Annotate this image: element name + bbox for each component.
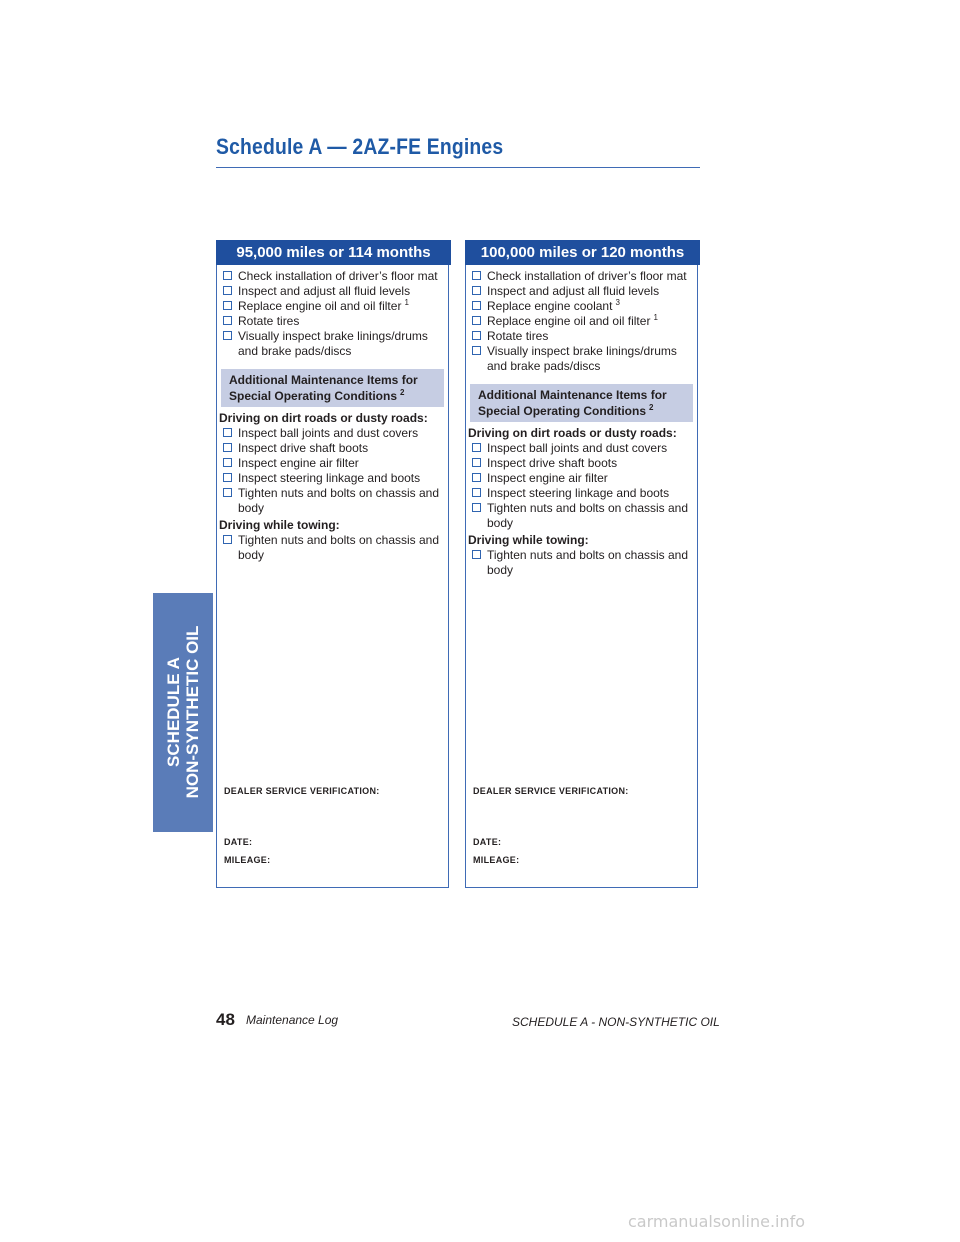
- special-heading-line-2: [229, 388, 436, 404]
- condition-checklist: [466, 441, 697, 531]
- checkbox[interactable]: [472, 286, 481, 295]
- condition-title: Driving on dirt roads or dusty roads:: [219, 411, 428, 425]
- footnote-marker: 2: [649, 403, 654, 412]
- checkbox[interactable]: [472, 488, 481, 497]
- checklist-item: [221, 486, 448, 516]
- checklist: [217, 269, 448, 359]
- checklist-item: [221, 441, 448, 456]
- item-text: Replace engine coolant: [487, 299, 613, 313]
- checkbox[interactable]: [472, 550, 481, 559]
- watermark: carmanualsonline.info: [628, 1212, 806, 1231]
- checkbox[interactable]: [223, 473, 232, 482]
- condition-title: Driving while towing:: [219, 518, 340, 532]
- checkbox[interactable]: [223, 316, 232, 325]
- side-tab-line-2: NON-SYNTHETIC OIL: [183, 625, 202, 799]
- checklist-item: [221, 314, 448, 329]
- panel-header: 100,000 miles or 120 months: [465, 240, 700, 265]
- checklist-item: [470, 284, 697, 299]
- item-text: Inspect drive shaft boots: [238, 441, 369, 455]
- checklist-item: [470, 501, 697, 531]
- checkbox[interactable]: [223, 443, 232, 452]
- item-text: Rotate tires: [487, 329, 549, 343]
- checklist-item: [470, 471, 697, 486]
- footnote-marker: 1: [653, 313, 658, 322]
- dealer-service-verification-label: DEALER SERVICE VERIFICATION:: [473, 786, 629, 796]
- checklist-item: [470, 441, 697, 456]
- item-text: Inspect engine air filter: [487, 471, 608, 485]
- checkbox[interactable]: [472, 443, 481, 452]
- checklist-item: [470, 269, 697, 284]
- panel-header: 95,000 miles or 114 months: [216, 240, 451, 265]
- item-text: Tighten nuts and bolts on chassis and body: [487, 548, 689, 577]
- checklist-item: [221, 329, 448, 359]
- item-text: Visually inspect brake linings/drums and brake pads/discs: [487, 344, 677, 373]
- checklist-item: [221, 299, 448, 314]
- checkbox[interactable]: [223, 428, 232, 437]
- item-text: Inspect ball joints and dust covers: [487, 441, 668, 455]
- special-heading-text: Special Operating Conditions: [478, 404, 647, 418]
- checkbox[interactable]: [472, 346, 481, 355]
- checklist-item: [470, 344, 697, 374]
- checklist-item: [221, 426, 448, 441]
- footnote-marker: 2: [400, 388, 405, 397]
- page-number: 48: [216, 1010, 235, 1029]
- checklist-item: [470, 548, 697, 578]
- checklist-item: [470, 314, 697, 329]
- item-text: Replace engine oil and oil filter: [487, 314, 651, 328]
- checkbox[interactable]: [472, 331, 481, 340]
- item-text: Inspect ball joints and dust covers: [238, 426, 419, 440]
- footnote-marker: 1: [404, 298, 409, 307]
- panel-body: [217, 269, 448, 563]
- page-title: Schedule A — 2AZ-FE Engines: [216, 134, 504, 159]
- item-text: Check installation of driver’s floor mat: [487, 269, 687, 283]
- condition-title: Driving while towing:: [468, 533, 589, 547]
- title-divider: [216, 167, 700, 168]
- checklist-item: [221, 533, 448, 563]
- checkbox[interactable]: [472, 503, 481, 512]
- checkbox[interactable]: [472, 458, 481, 467]
- checklist-item: [470, 486, 697, 501]
- footer-section-label: Maintenance Log: [246, 1013, 339, 1027]
- date-label: DATE:: [473, 837, 502, 847]
- mileage-label: MILEAGE:: [224, 855, 271, 865]
- checkbox[interactable]: [223, 458, 232, 467]
- checkbox[interactable]: [223, 488, 232, 497]
- panel-body: [466, 269, 697, 578]
- special-heading-line-2: [478, 403, 685, 419]
- item-text: Inspect drive shaft boots: [487, 456, 618, 470]
- checklist: [466, 269, 697, 374]
- item-text: Inspect steering linkage and boots: [487, 486, 670, 500]
- side-tab-label: [164, 626, 202, 799]
- item-text: Inspect and adjust all fluid levels: [238, 284, 411, 298]
- date-label: DATE:: [224, 837, 253, 847]
- checklist-item: [470, 456, 697, 471]
- checkbox[interactable]: [472, 316, 481, 325]
- condition-checklist: [466, 548, 697, 578]
- checkbox[interactable]: [472, 271, 481, 280]
- dealer-service-verification-label: DEALER SERVICE VERIFICATION:: [224, 786, 380, 796]
- item-text: Inspect and adjust all fluid levels: [487, 284, 660, 298]
- checklist-item: [221, 269, 448, 284]
- item-text: Tighten nuts and bolts on chassis and body: [238, 533, 440, 562]
- checklist-item: [221, 471, 448, 486]
- footnote-marker: 3: [615, 298, 620, 307]
- item-text: Rotate tires: [238, 314, 300, 328]
- special-heading-line-1: Additional Maintenance Items for: [229, 373, 418, 387]
- special-heading-line-1: Additional Maintenance Items for: [478, 388, 667, 402]
- checkbox[interactable]: [223, 331, 232, 340]
- item-text: Replace engine oil and oil filter: [238, 299, 402, 313]
- side-tab-line-1: SCHEDULE A: [164, 657, 183, 767]
- checklist-item: [470, 329, 697, 344]
- checklist-item: [221, 456, 448, 471]
- panel-100000: [465, 240, 698, 888]
- checkbox[interactable]: [223, 271, 232, 280]
- special-conditions-heading: [470, 384, 693, 422]
- item-text: Check installation of driver’s floor mat: [238, 269, 438, 283]
- condition-checklist: [217, 533, 448, 563]
- checkbox[interactable]: [472, 473, 481, 482]
- checkbox[interactable]: [223, 535, 232, 544]
- special-heading-text: Special Operating Conditions: [229, 389, 398, 403]
- footer-right-label: SCHEDULE A - NON-SYNTHETIC OIL: [512, 1015, 720, 1029]
- condition-title: Driving on dirt roads or dusty roads:: [468, 426, 677, 440]
- checklist-item: [470, 299, 697, 314]
- checkbox[interactable]: [223, 301, 232, 310]
- checkbox[interactable]: [472, 301, 481, 310]
- condition-checklist: [217, 426, 448, 516]
- checkbox[interactable]: [223, 286, 232, 295]
- mileage-label: MILEAGE:: [473, 855, 520, 865]
- item-text: Tighten nuts and bolts on chassis and body: [238, 486, 440, 515]
- item-text: Inspect steering linkage and boots: [238, 471, 421, 485]
- special-conditions-heading: [221, 369, 444, 407]
- item-text: Tighten nuts and bolts on chassis and body: [487, 501, 689, 530]
- checklist-item: [221, 284, 448, 299]
- item-text: Inspect engine air filter: [238, 456, 359, 470]
- item-text: Visually inspect brake linings/drums and brake pads/discs: [238, 329, 428, 358]
- side-tab: [153, 593, 213, 832]
- panel-95000: [216, 240, 449, 888]
